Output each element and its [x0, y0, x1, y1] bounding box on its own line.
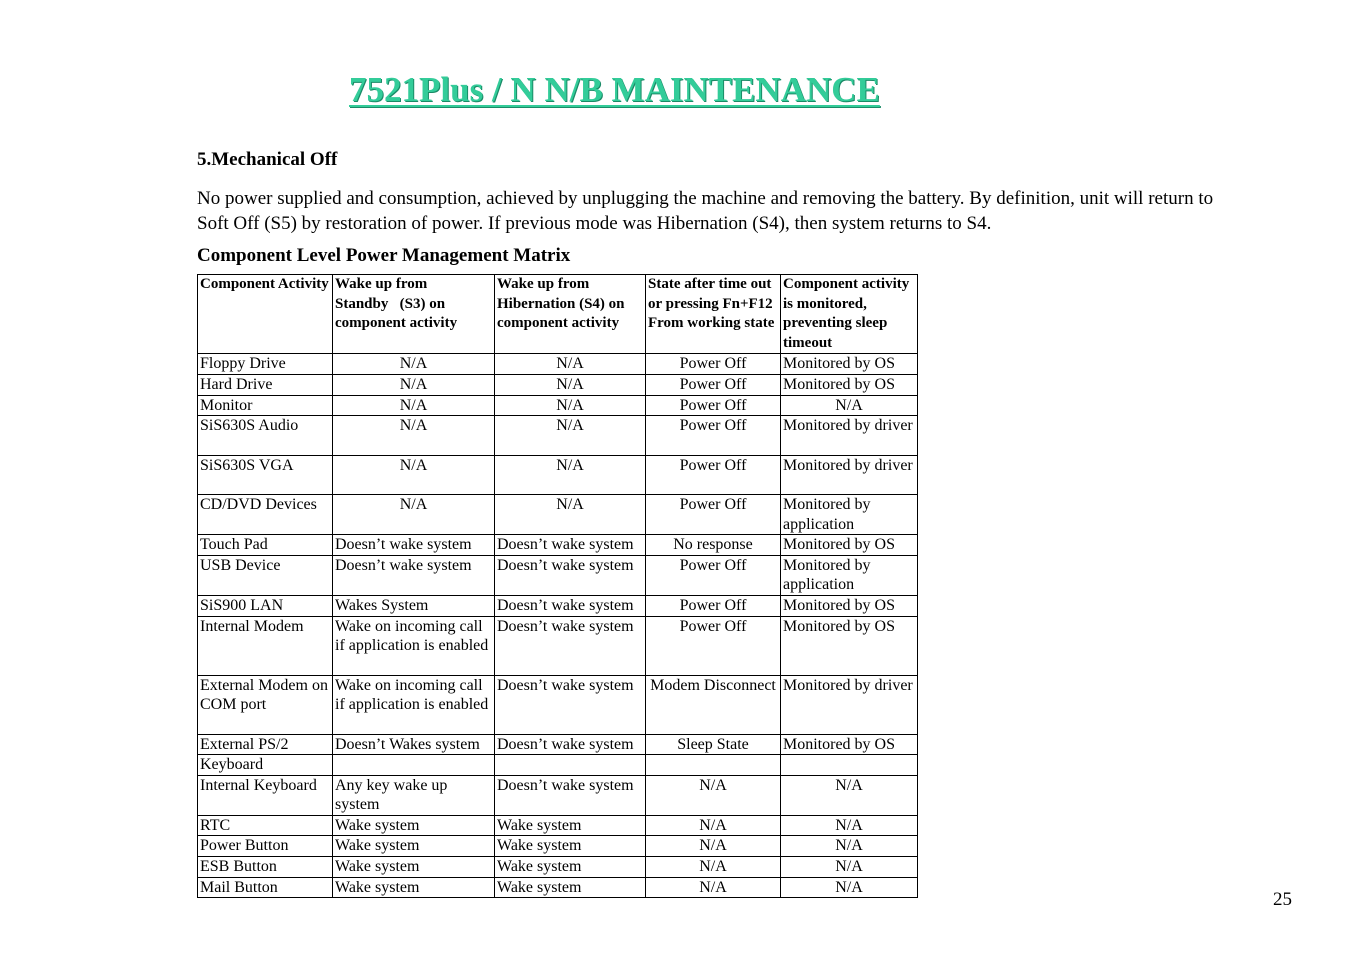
header-cell: Component Activity [198, 275, 333, 354]
table-cell: Wake system [495, 857, 646, 878]
table-cell: N/A [646, 775, 781, 815]
table-cell: Floppy Drive [198, 354, 333, 375]
table-cell: Wake system [333, 815, 495, 836]
table-cell: Sleep State [646, 734, 781, 755]
table-cell: Wakes System [333, 595, 495, 616]
table-cell: Internal Modem [198, 616, 333, 675]
table-cell: N/A [333, 354, 495, 375]
table-cell: Wake on incoming call if application is enabled [333, 616, 495, 675]
table-cell: Monitored by application [781, 494, 918, 534]
table-row [198, 857, 918, 878]
table-cell: Monitored by application [781, 555, 918, 595]
table-cell: N/A [333, 455, 495, 494]
table-body [198, 354, 918, 898]
table-cell: SiS630S VGA [198, 455, 333, 494]
table-cell: N/A [781, 395, 918, 416]
table-cell: Power Off [646, 494, 781, 534]
table-cell: N/A [646, 836, 781, 857]
table-cell: N/A [495, 374, 646, 395]
table-row [198, 395, 918, 416]
table-cell: Doesn’t wake system [495, 555, 646, 595]
table-cell: Power Off [646, 354, 781, 375]
table-cell [781, 755, 918, 776]
table-cell: N/A [333, 395, 495, 416]
table-cell: Power Off [646, 555, 781, 595]
table-row [198, 616, 918, 675]
table-cell: Keyboard [198, 755, 333, 776]
table-cell [495, 755, 646, 776]
table-row [198, 354, 918, 375]
table-cell: N/A [333, 494, 495, 534]
table-cell: ESB Button [198, 857, 333, 878]
table-cell: Monitored by driver [781, 675, 918, 734]
table-cell: Doesn’t wake system [495, 775, 646, 815]
table-cell: Wake system [333, 857, 495, 878]
table-cell: Touch Pad [198, 535, 333, 556]
table-cell: Monitor [198, 395, 333, 416]
table-cell: N/A [781, 836, 918, 857]
table-cell: Doesn’t wake system [333, 535, 495, 556]
page-number: 25 [1273, 889, 1292, 910]
table-cell: N/A [646, 877, 781, 898]
body-paragraph: No power supplied and consumption, achieved by unplugging the machine and removing the battery. By definition, unit will return to Soft Off (S5) by restoration of power. If previous mode was Hibernation (S4), then system returns to S4. [197, 188, 1214, 234]
table-cell: Monitored by OS [781, 616, 918, 675]
section-heading: 5.Mechanical Off [197, 149, 338, 170]
table-cell: Monitored by OS [781, 734, 918, 755]
table-cell: Wake system [495, 836, 646, 857]
table-row [198, 416, 918, 455]
table-cell [646, 755, 781, 776]
table-cell: Monitored by driver [781, 455, 918, 494]
table-cell [333, 755, 495, 776]
table-row [198, 595, 918, 616]
header-cell: State after time out or pressing Fn+F12 From working state [646, 275, 781, 354]
table-cell: N/A [781, 775, 918, 815]
table-cell: Power Off [646, 395, 781, 416]
table-row [198, 494, 918, 534]
table-header-row [198, 275, 918, 354]
table-row [198, 455, 918, 494]
table-cell: N/A [495, 354, 646, 375]
header-cell: Wake up from Hibernation (S4) on component activity [495, 275, 646, 354]
table-cell: Doesn’t wake system [495, 535, 646, 556]
table-cell: Internal Keyboard [198, 775, 333, 815]
table-cell: Hard Drive [198, 374, 333, 395]
table-cell: Wake system [495, 877, 646, 898]
table-cell: Monitored by OS [781, 354, 918, 375]
table-cell: No response [646, 535, 781, 556]
table-cell: Monitored by driver [781, 416, 918, 455]
table-cell: Any key wake up system [333, 775, 495, 815]
table-cell: Wake system [333, 836, 495, 857]
table-cell: Wake system [495, 815, 646, 836]
table-cell: Power Button [198, 836, 333, 857]
table-cell: Doesn’t wake system [495, 734, 646, 755]
table-cell: Power Off [646, 595, 781, 616]
table-cell: CD/DVD Devices [198, 494, 333, 534]
table-cell: N/A [646, 857, 781, 878]
matrix-title: Component Level Power Management Matrix [197, 245, 571, 266]
table-cell: Wake system [333, 877, 495, 898]
table-cell: Mail Button [198, 877, 333, 898]
table-cell: N/A [646, 815, 781, 836]
table-cell: N/A [495, 455, 646, 494]
table-row [198, 815, 918, 836]
table-row [198, 535, 918, 556]
table-cell: N/A [333, 374, 495, 395]
table-cell: Doesn’t Wakes system [333, 734, 495, 755]
table-cell: SiS900 LAN [198, 595, 333, 616]
table-cell: N/A [781, 877, 918, 898]
table-cell: Monitored by OS [781, 374, 918, 395]
table-cell: Wake on incoming call if application is enabled [333, 675, 495, 734]
table-cell: N/A [781, 815, 918, 836]
table-row [198, 734, 918, 755]
table-cell: Power Off [646, 374, 781, 395]
table-row [198, 555, 918, 595]
table-cell: Doesn’t wake system [495, 616, 646, 675]
table-cell: Power Off [646, 416, 781, 455]
table-row [198, 755, 918, 776]
table-cell: Monitored by OS [781, 595, 918, 616]
table-cell: N/A [495, 416, 646, 455]
table-cell: Doesn’t wake system [333, 555, 495, 595]
table-cell: Power Off [646, 616, 781, 675]
table-cell: Doesn’t wake system [495, 675, 646, 734]
table-row [198, 836, 918, 857]
table-cell: N/A [781, 857, 918, 878]
table-cell: SiS630S Audio [198, 416, 333, 455]
table-cell: External PS/2 [198, 734, 333, 755]
table-cell: USB Device [198, 555, 333, 595]
table-cell: Monitored by OS [781, 535, 918, 556]
table-cell: Power Off [646, 455, 781, 494]
table-row [198, 675, 918, 734]
power-management-matrix [197, 274, 918, 898]
table-row [198, 775, 918, 815]
table-cell: N/A [333, 416, 495, 455]
header-cell: Component activity is monitored, preventing sleep timeout [781, 275, 918, 354]
table-row [198, 374, 918, 395]
table-cell: Doesn’t wake system [495, 595, 646, 616]
table-cell: External Modem on COM port [198, 675, 333, 734]
page-title: 7521Plus / N N/B MAINTENANCE [349, 70, 880, 109]
header-cell: Wake up from Standby (S3) on component activity [333, 275, 495, 354]
table-cell: N/A [495, 395, 646, 416]
table-row [198, 877, 918, 898]
table-cell: N/A [495, 494, 646, 534]
table-cell: RTC [198, 815, 333, 836]
table-cell: Modem Disconnect [646, 675, 781, 734]
